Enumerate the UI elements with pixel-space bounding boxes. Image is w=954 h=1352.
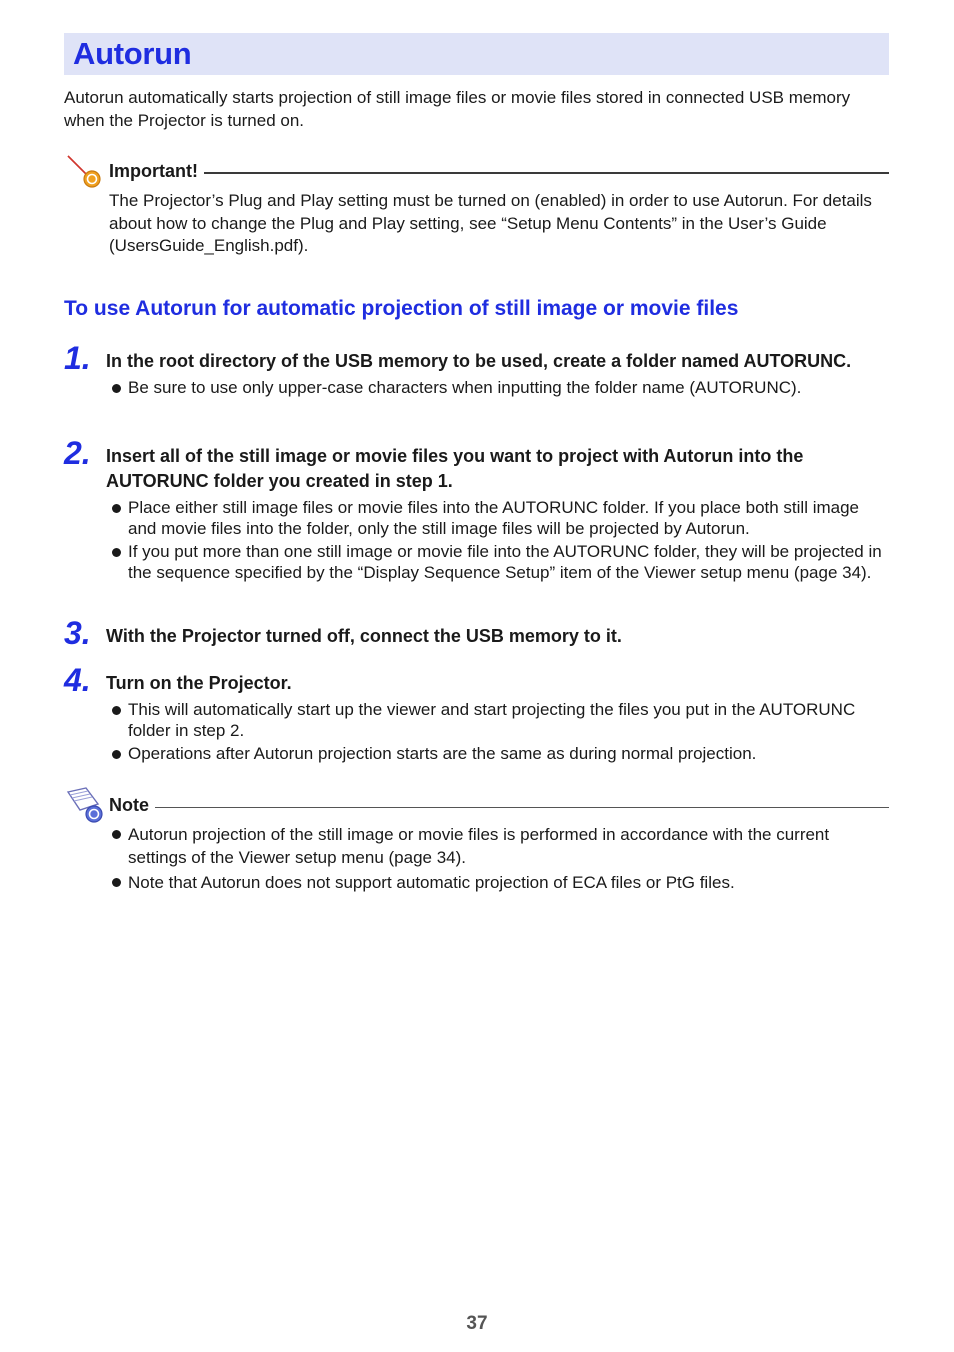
bullet-icon [112,878,121,887]
notepad-icon [64,784,106,826]
step-number: 1. [64,340,91,376]
list-item: Be sure to use only upper-case characters when inputting the folder name (AUTORUNC). [112,378,889,399]
title-band [64,33,889,75]
note-label: Note [109,794,149,815]
step-title: In the root directory of the USB memory to be used, create a folder named AUTORUNC. [106,351,852,371]
bullet-icon [112,830,121,839]
important-rule [204,172,889,174]
important-header [64,150,889,192]
bullet-icon [112,548,121,557]
step-4 [64,662,889,768]
note-header [64,784,889,826]
page-number: 37 [466,1313,488,1334]
bullet-icon [112,384,121,393]
pencil-icon [64,150,106,192]
important-label: Important! [109,160,198,181]
list-item: Operations after Autorun projection starts are the same as during normal projection. [112,744,889,765]
step-bullets [112,700,889,765]
list-item: Note that Autorun does not support automatic projection of ECA files or PtG files. [112,871,889,894]
step-1 [64,340,889,402]
step-bullets [112,498,889,583]
step-title: With the Projector turned off, connect the USB memory to it. [106,626,622,646]
bullet-icon [112,706,121,715]
list-item: If you put more than one still image or movie file into the AUTORUNC folder, they will be projected in the sequence specified by the “Display Sequence Setup” item of the Viewer setup menu (page 34). [112,542,889,583]
note-bullets [64,823,889,896]
important-text: The Projector’s Plug and Play setting must be turned on (enabled) in order to use Autorun. For details about how to change the Plug and Play setting, see “Setup Menu Contents” in the User’s Guide (UsersGuide_English.pdf). [109,191,872,255]
list-item: Place either still image files or movie files into the AUTORUNC folder. If you place both still image and movie files into the folder, only the still image files will be projected by Autorun. [112,498,889,539]
bullet-icon [112,750,121,759]
bullet-icon [112,504,121,513]
step-number: 4. [64,662,91,698]
note-rule [155,807,889,808]
intro-paragraph: Autorun automatically starts projection of still image files or movie files stored in connected USB memory when the Projector is turned on. [64,88,851,130]
step-3 [64,615,889,651]
list-item: Autorun projection of the still image or movie files is performed in accordance with the current settings of the Viewer setup menu (page 34). [112,823,889,869]
step-title: Turn on the Projector. [106,673,292,693]
section-subheading: To use Autorun for automatic projection of still image or movie files [64,297,739,320]
list-item: This will automatically start up the viewer and start projecting the files you put in the AUTORUNC folder in step 2. [112,700,889,741]
step-2 [64,435,889,586]
step-number: 3. [64,615,91,651]
step-bullets [112,378,889,399]
step-number: 2. [64,435,91,471]
step-title: Insert all of the still image or movie files you want to project with Autorun into the AUTORUNC folder you created in step 1. [106,446,804,491]
page-title: Autorun [73,36,192,71]
